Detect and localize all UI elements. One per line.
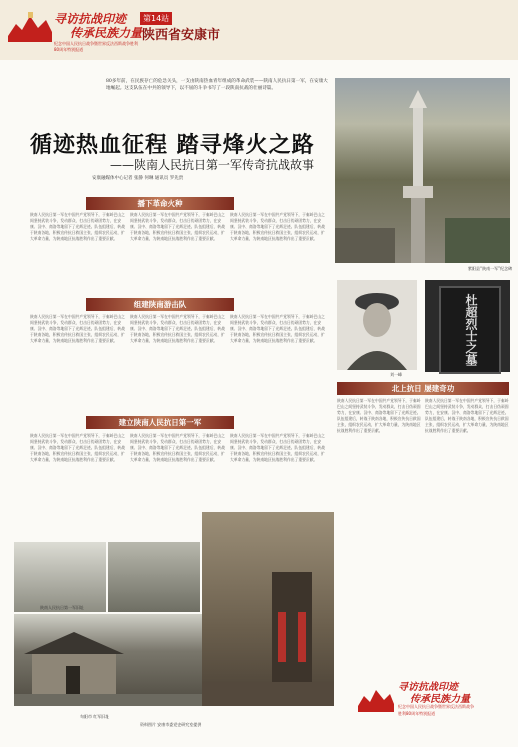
- memorial-stone-photo: [425, 280, 510, 372]
- section-1-column-1: 陕南人民抗日第一军在中国共产党领导下，于秦岭巴山之间坚持武装斗争，发动群众，打击日伪顽固势力，在安康、汉中、商洛等地留下了光辉足迹。队伍组建后，转战于陕南各地，积极宣传抗日救国主张，组织农民运动，扩大革命力量，为陕南地区抗战胜利作出了重要贡献。: [30, 212, 125, 241]
- courtyard-photo: [202, 512, 334, 706]
- byline: 安康融媒体中心记者 张静 何琳 通讯员 罗先贵: [92, 176, 184, 181]
- section-1-column-2: 陕南人民抗日第一军在中国共产党领导下，于秦岭巴山之间坚持武装斗争，发动群众，打击日伪顽固势力，在安康、汉中、商洛等地留下了光辉足迹。队伍组建后，转战于陕南各地，积极宣传抗日救国主张，组织农民运动，扩大革命力量，为陕南地区抗战胜利作出了重要贡献。: [130, 212, 225, 241]
- bottom-photo-left: [14, 542, 106, 612]
- footer-slogan-1: 寻访抗战印迹: [398, 682, 458, 693]
- portrait-photo: [337, 280, 417, 370]
- series-badge: 第14站: [140, 12, 172, 25]
- footer-slogan-2: 传承民族力量: [410, 694, 470, 705]
- portrait-caption: 刘一峰: [390, 372, 402, 377]
- county-title: 陕西省安康市: [142, 28, 221, 43]
- masthead-logo: [6, 6, 54, 46]
- section-header-3: 建立陕南人民抗日第一军: [86, 416, 234, 429]
- photo-credit: 资料图片 安康市委党史研究室提供: [140, 722, 202, 727]
- section-4-column-2: 陕南人民抗日第一军在中国共产党领导下，于秦岭巴山之间坚持武装斗争，发动群众，打击日伪顽固势力，在安康、汉中、商洛等地留下了光辉足迹。队伍组建后，转战于陕南各地，积极宣传抗日救国主张，组织农民运动，扩大革命力量，为陕南地区抗战胜利作出了重要贡献。: [425, 398, 509, 433]
- footer-line-1: 纪念中国人民抗日战争暨世界反法西斯战争: [398, 704, 474, 709]
- main-headline: 循迹热血征程 踏寻烽火之路: [30, 133, 315, 158]
- section-2-column-2: 陕南人民抗日第一军在中国共产党领导下，于秦岭巴山之间坚持武装斗争，发动群众，打击日伪顽固势力，在安康、汉中、商洛等地留下了光辉足迹。队伍组建后，转战于陕南各地，积极宣传抗日救国主张，组织农民运动，扩大革命力量，为陕南地区抗战胜利作出了重要贡献。: [130, 314, 225, 343]
- courtyard-illustration: [202, 512, 334, 706]
- masthead-org-line-2: 80周年特别报道: [54, 47, 84, 52]
- footer-logo: [356, 676, 396, 716]
- bottom-photo-left-caption: 陕南人民抗日第一军旧址: [40, 605, 84, 610]
- masthead-org-line-1: 纪念中国人民抗日战争暨世界反法西斯战争胜利: [54, 41, 138, 46]
- great-wall-icon: [6, 6, 54, 46]
- section-3-column-3: 陕南人民抗日第一军在中国共产党领导下，于秦岭巴山之间坚持武装斗争，发动群众，打击日伪顽固势力，在安康、汉中、商洛等地留下了光辉足迹。队伍组建后，转战于陕南各地，积极宣传抗日救国主张，组织农民运动，扩大革命力量，为陕南地区抗战胜利作出了重要贡献。: [230, 433, 325, 462]
- section-2-column-3: 陕南人民抗日第一军在中国共产党领导下，于秦岭巴山之间坚持武装斗争，发动群众，打击日伪顽固势力，在安康、汉中、商洛等地留下了光辉足迹。队伍组建后，转战于陕南各地，积极宣传抗日救国主张，组织农民运动，扩大革命力量，为陕南地区抗战胜利作出了重要贡献。: [230, 314, 325, 343]
- section-header-4: 北上抗日 屡建奇功: [337, 382, 509, 395]
- section-2-column-1: 陕南人民抗日第一军在中国共产党领导下，于秦岭巴山之间坚持武装斗争，发动群众，打击日伪顽固势力，在安康、汉中、商洛等地留下了光辉足迹。队伍组建后，转战于陕南各地，积极宣传抗日救国主张，组织农民运动，扩大革命力量，为陕南地区抗战胜利作出了重要贡献。: [30, 314, 125, 343]
- section-header-1: 播下革命火种: [86, 197, 234, 210]
- section-4-column-1: 陕南人民抗日第一军在中国共产党领导下，于秦岭巴山之间坚持武装斗争，发动群众，打击日伪顽固势力，在安康、汉中、商洛等地留下了光辉足迹。队伍组建后，转战于陕南各地，积极宣传抗日救国主张，组织农民运动，扩大革命力量，为陕南地区抗战胜利作出了重要贡献。: [337, 398, 421, 433]
- intro-paragraph: 80多年前，在民族存亡的危急关头，一支由陕南热血青年组成的革命武装——陕南人民抗日第一军，在安康大地崛起。这支队伍在中共的领导下，以不屈的斗争书写了一段陕南抗战的壮丽诗篇。: [106, 79, 328, 91]
- sub-headline: ——陕南人民抗日第一军传奇抗战故事: [110, 158, 315, 172]
- stone-inscription: 杜超烈士之墓: [439, 286, 501, 374]
- slogan-2: 传承民族力量: [70, 26, 143, 40]
- portrait-illustration: [337, 280, 417, 370]
- section-3-column-1: 陕南人民抗日第一军在中国共产党领导下，于秦岭巴山之间坚持武装斗争，发动群众，打击日伪顽固势力，在安康、汉中、商洛等地留下了光辉足迹。队伍组建后，转战于陕南各地，积极宣传抗日救国主张，组织农民运动，扩大革命力量，为陕南地区抗战胜利作出了重要贡献。: [30, 433, 125, 462]
- bottom-photo-mid: [108, 542, 200, 612]
- section-1-column-3: 陕南人民抗日第一军在中国共产党领导下，于秦岭巴山之间坚持武装斗争，发动群众，打击日伪顽固势力，在安康、汉中、商洛等地留下了光辉足迹。队伍组建后，转战于陕南各地，积极宣传抗日救国主张，组织农民运动，扩大革命力量，为陕南地区抗战胜利作出了重要贡献。: [230, 212, 325, 241]
- slogan-1: 寻访抗战印迹: [54, 12, 127, 26]
- section-header-2: 组建陕南游击队: [86, 298, 234, 311]
- monument-caption: 紫阳县“陕南一军”纪念碑: [468, 266, 513, 271]
- monument-illustration: [335, 78, 510, 263]
- monument-photo: [335, 78, 510, 263]
- great-wall-icon: [356, 676, 396, 716]
- footer-line-2: 胜利80周年特别报道: [398, 711, 436, 716]
- section-3-column-2: 陕南人民抗日第一军在中国共产党领导下，于秦岭巴山之间坚持武装斗争，发动群众，打击日伪顽固势力，在安康、汉中、商洛等地留下了光辉足迹。队伍组建后，转战于陕南各地，积极宣传抗日救国主张，组织农民运动，扩大革命力量，为陕南地区抗战胜利作出了重要贡献。: [130, 433, 225, 462]
- house-caption: 旬阳市 红军旧址: [80, 714, 110, 719]
